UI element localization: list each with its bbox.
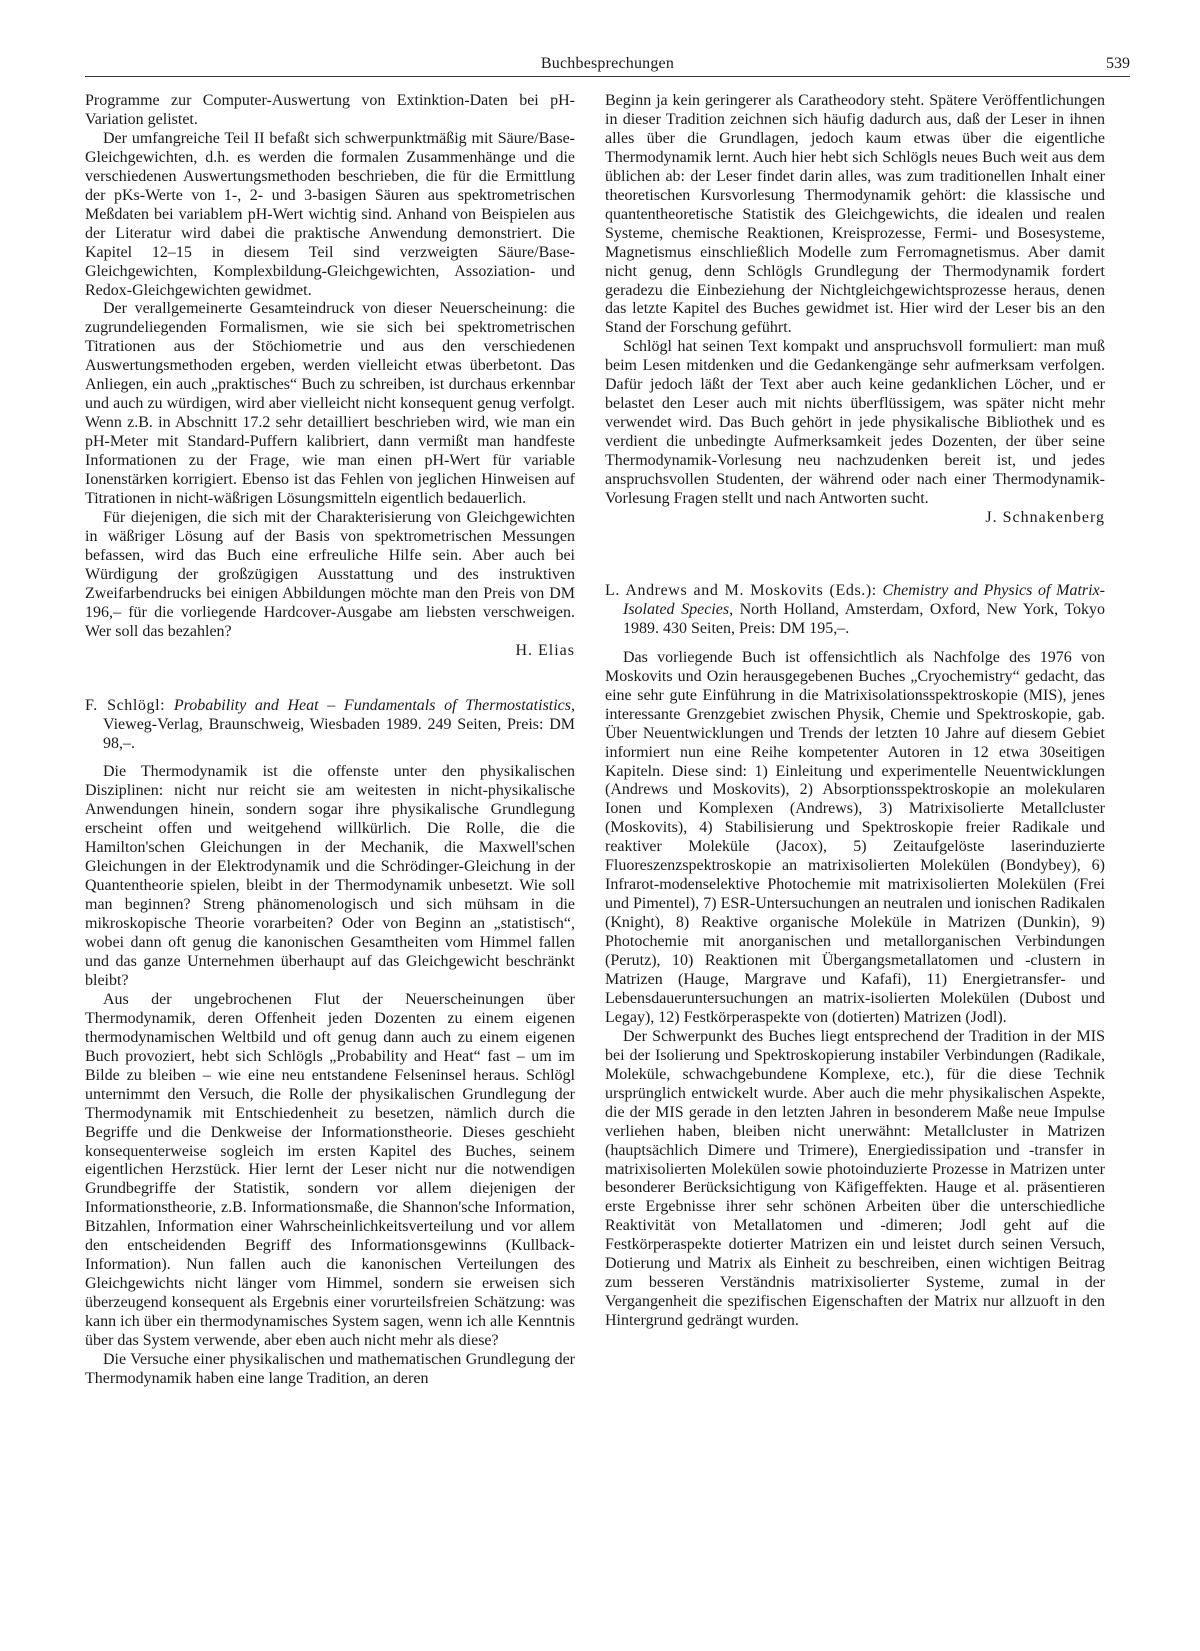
book-title: Chemistry and Physics of Matrix-Isolated Species, [623, 581, 1106, 618]
paragraph: Programme zur Computer-Auswertung von Extinktion-Daten bei pH-Variation gelistet. [85, 92, 575, 128]
paragraph: Der umfangreiche Teil II befaßt sich schwerpunktmäßig mit Säure/Base-Gleichgewichten, d.h. es werden die formalen Zusammenhänge und die verschiedenen Auswertungsmethoden beschrieben, die für die Ermittlung der pKs-Werte von 1-, 2- und 3-basigen Säuren aus spektrometrischen Meßdaten bei variablem pH-Wert wichtig sind. Anhand von Beispielen aus der Literatur wird dabei die praktische Anwendung demonstriert. Die Kapitel 12–15 in diesem Teil sind verzweigten Säure/Base-Gleichgewichten, Komplexbildung-Gleichgewichten, Assoziation- und Redox-Gleichgewichten gewidmet. [85, 129, 575, 299]
paragraph: Die Versuche einer physikalischen und mathematischen Grundlegung der Thermodynamik haben eine lange Tradition, an deren [85, 1351, 575, 1387]
page-number: 539 [1106, 55, 1130, 72]
paragraph: Für diejenigen, die sich mit der Charakterisierung von Gleichgewichten in wäßriger Lösung auf der Basis von spektrometrischen Messungen befassen, wird das Buch eine erfreuliche Hilfe sein. Aber auch bei Würdigung der großzügigen Ausstattung und des instruktiven Zweifarbendrucks bei einigen Abbildungen möchte man den Preis von DM 196,– für die vorliegende Hardcover-Ausgabe am liebsten verschweigen. Wer soll das bezahlen? [85, 508, 575, 640]
reviewer-signature: H. Elias [515, 641, 575, 659]
book-title: Probability and Heat – Fundamentals of Thermostatistics, [173, 696, 576, 714]
section-title: Buchbesprechungen [540, 55, 675, 72]
paragraph: Schlögl hat seinen Text kompakt und anspruchsvoll formuliert: man muß beim Lesen mitdenken und die Gedankengänge sehr aufmerksam verfolgen. Dafür jedoch läßt der Text aber auch keine gedanklichen Löcher, und er belastet den Leser auch mit nichts überflüssigem, was später nicht mehr verwendet wird. Das Buch gehört in jede physikalische Bibliothek und es verdient die unbedingte Aufmerksamkeit jedes Dozenten, der über seine Thermodynamik-Vorlesung neu nachzudenken bereit ist, und jedes anspruchsvollen Studenten, der während oder nach einer Thermodynamik-Vorlesung Fragen stellt und nach Antworten sucht. [605, 338, 1105, 508]
left-column [85, 92, 575, 1389]
paragraph: Die Thermodynamik ist die offenste unter den physikalischen Disziplinen: nicht nur reicht sie am weitesten in nicht-physikalische Anwendungen hinein, sondern sogar ihre physikalische Grundlegung erscheint offen und weitgehend willkürlich. Die Rolle, die die Hamilton'schen Gleichungen in der Mechanik, die Maxwell'schen Gleichungen in der Elektrodynamik und die Schrödinger-Gleichung in der Quantentheorie spielen, bleibt in der Thermodynamik unbesetzt. Wie soll man beginnen? Streng phänomenologisch und sich mühsam in die mikroskopische Theorie vorarbeiten? Oder von Beginn an „statistisch“, wobei dann oft genug die kanonischen Gesamtheiten vom Himmel fallen und das ganze Unternehmen überhaupt auf das Gleichgewicht beschränkt bleibt? [85, 763, 575, 989]
book-publisher: Vieweg-Verlag, Braunschweig, Wiesbaden 1989. 249 Seiten, Preis: DM 98,–. [103, 715, 575, 752]
reviewer-signature: J. Schnakenberg [985, 508, 1105, 526]
paragraph: Der verallgemeinerte Gesamteindruck von dieser Neuerscheinung: die zugrundeliegenden Formalismen, wie sie sich bei spektrometrischen Titrationen aus der Stöchiometrie und aus den verschiedenen Auswertungsmethoden ergeben, werden vielleicht etwas überbetont. Das Anliegen, ein auch „praktisches“ Buch zu schreiben, ist durchaus erkennbar und auch zu würdigen, wird aber vielleicht nicht konsequent genug verfolgt. Wenn z.B. in Abschnitt 17.2 sehr detailliert beschrieben wird, wie man ein pH-Meter mit Standard-Puffern kalibriert, dann vermißt man handfeste Informationen zu der Frage, wie man einen pH-Wert für variable Ionenstärken korrigiert. Ebenso ist das Fehlen von jeglichen Hinweisen auf Titrationen in nicht-wäßrigen Lösungsmitteln eigentlich bedauerlich. [85, 300, 575, 508]
right-column [605, 92, 1105, 1331]
book-author: L. Andrews and M. Moskovits (Eds.): [605, 581, 877, 599]
paragraph: Beginn ja kein geringerer als Caratheodory steht. Spätere Veröffentlichungen in dieser Tradition zeichnen sich häufig dadurch aus, daß der Leser in ihnen alles über die Grundlagen, jedoch kaum etwas über die eigentliche Thermodynamik lernt. Auch hier hebt sich Schlögls neues Buch weit aus dem üblichen ab: der Leser findet darin alles, was zum traditionellen Inhalt einer theoretischen Kursvorlesung Thermodynamik gehört: die klassische und quantentheoretische Statistik des Gleichgewichts, die idealen und realen Systeme, chemische Reaktionen, Kreisprozesse, Fermi- und Bosesysteme, Magnetismus einschließlich Modelle zum Ferromagnetismus. Aber damit nicht genug, denn Schlögls Grundlegung der Thermodynamik fordert geradezu die Einbeziehung der Nichtgleichgewichtsprozesse heraus, denen das letzte Kapitel des Buches gewidmet ist. Hier wird der Leser bis an den Stand der Forschung geführt. [605, 92, 1105, 337]
book-author: F. Schlögl: [85, 696, 166, 714]
book-publisher: North Holland, Amsterdam, Oxford, New York, Tokyo 1989. 430 Seiten, Preis: DM 195,–. [623, 600, 1105, 637]
paragraph: Aus der ungebrochenen Flut der Neuerscheinungen über Thermodynamik, deren Offenheit jeden Dozenten zu einem eigenen thermodynamischen Weltbild und oft genug dann auch zu einem eigenen Buch provoziert, hebt sich Schlögls „Probability and Heat“ fast – um im Bilde zu bleiben – wie eine neu entstandene Felseninsel heraus. Schlögl unternimmt den Versuch, die Rolle der physikalischen Grundlegung der Thermodynamik mit Entschiedenheit zu besetzen, nämlich durch die Begriffe und die Denkweise der Informationstheorie. Dieses geschieht konsequenterweise sogleich im ersten Kapitel des Buches, seinem eigentlichen Herzstück. Hier lernt der Leser nicht nur die notwendigen Grundbegriffe der Statistik, sondern vor allem diejenigen der Informationstheorie, z.B. Informationsmaße, die Shannon'sche Information, Bitzahlen, Information einer Wahrscheinlichkeitsverteilung und vor allem den entscheidenden Begriff des Informationsgewinns (Kullback-Information). Nun fallen auch die kanonischen Verteilungen des Gleichgewichts nicht länger vom Himmel, sondern sie erweisen sich überzeugend konsequent als Ergebnis einer vorurteilsfreien Schätzung: was kann ich über ein thermodynamisches System sagen, wenn ich alle Kenntnis über das System verwende, aber eben auch nicht mehr als diese? [85, 990, 575, 1350]
running-header [85, 52, 1130, 77]
book-reference [85, 697, 575, 754]
paragraph: Das vorliegende Buch ist offensichtlich als Nachfolge des 1976 von Moskovits und Ozin herausgegebenen Buches „Cryochemistry“ gedacht, das eine sehr gute Einführung in die Matrixisolationsspektroskopie (MIS), jenes interessante Grenzgebiet zwischen Physik, Chemie und Spektroskopie, gab. Über Neuentwicklungen und Trends der letzten 10 Jahre auf diesem Gebiet informiert nun eine Reihe kompetenter Autoren in 12 etwa 30seitigen Kapiteln. Diese sind: 1) Einleitung und experimentelle Neuentwicklungen (Andrews und Moskovits), 2) Absorptionsspektroskopie an molekularen Ionen und Komplexen (Andrews), 3) Matrixisolierte Metallcluster (Moskovits), 4) Stabilisierung und Spektroskopie freier Radikale und reaktiver Moleküle (Jacox), 5) Zeitaufgelöste laserinduzierte Fluoreszenzspektroskopie an matrixisolierten Molekülen (Bondybey), 6) Infrarot-modenselektive Photochemie mit matrixisolierten Molekülen (Frei und Pimentel), 7) ESR-Untersuchungen an neutralen und ionischen Radikalen (Knight), 8) Reaktive organische Moleküle in Matrizen (Dunkin), 9) Photochemie mit anorganischen und metallorganischen Verbindungen (Perutz), 10) Reaktionen mit Übergangsmetallatomen und -clustern in Matrizen (Hauge, Margrave und Kafafi), 11) Energietransfer- und Lebensdaueruntersuchungen an matrix-isolierten Molekülen (Dubost und Legay), 12) Festkörperaspekte von (dotierten) Matrizen (Jodl). [605, 648, 1105, 1026]
book-reference [605, 582, 1105, 639]
paragraph: Der Schwerpunkt des Buches liegt entsprechend der Tradition in der MIS bei der Isolierung und Spektroskopierung instabiler Verbindungen (Radikale, Moleküle, schwachgebundene Komplexe, etc.), für die diese Technik ursprünglich entwickelt wurde. Aber auch die mehr physikalischen Aspekte, die der MIS gerade in den letzten Jahren in besonderem Maße neue Impulse verliehen haben, bleiben nicht unerwähnt: Metallcluster in Matrizen (hauptsächlich Dimere und Trimere), Energiedissipation und -transfer in matrixisolierten Molekülen sowie photoinduzierte Prozesse in Matrizen unter besonderer Berücksichtigung von Käfigeffekten. Hauge et al. präsentieren erste Ergebnisse ihrer sehr schönen Arbeiten über die unterschiedliche Reaktivität von Metallatomen und -dimeren; Jodl geht auf die Festkörperaspekte dotierter Matrizen ein und leistet durch seinen Versuch, Dotierung und Matrix als Einheit zu beschreiben, einen wichtigen Beitrag zum besseren Verständnis matrixisolierter Systeme, zumal in der Vergangenheit die spezifischen Eigenschaften der Matrix nur allzuoft in den Hintergrund gedrängt wurden. [605, 1027, 1105, 1330]
